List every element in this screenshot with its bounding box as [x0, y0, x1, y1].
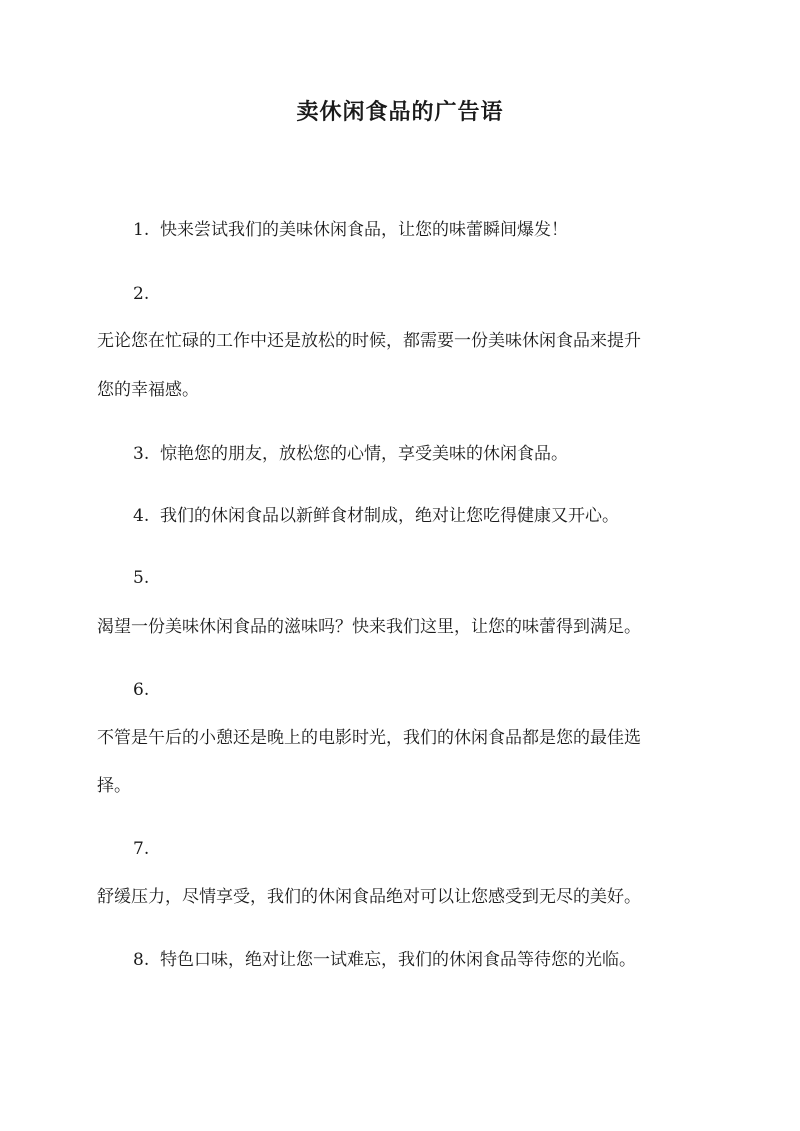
- item-text: 我们的休闲食品以新鲜食材制成，绝对让您吃得健康又开心。: [160, 506, 620, 526]
- item-number: 4.: [133, 506, 150, 526]
- item-number: 3.: [133, 444, 150, 464]
- item-text: 特色口味，绝对让您一试难忘，我们的休闲食品等待您的光临。: [160, 950, 637, 970]
- document-title: 卖休闲食品的广告语: [296, 99, 504, 125]
- item-text: 惊艳您的朋友，放松您的心情，享受美味的休闲食品。: [160, 444, 569, 464]
- list-item-6-line1: 不管是午后的小憩还是晚上的电影时光，我们的休闲食品都是您的最佳选: [97, 728, 641, 748]
- list-item-3: [133, 441, 568, 467]
- list-item-5-number: 5.: [133, 568, 150, 588]
- list-item-2-line1: 无论您在忙碌的工作中还是放松的时候，都需要一份美味休闲食品来提升: [97, 331, 641, 351]
- list-item-7-number: 7.: [133, 839, 150, 859]
- list-item-2-number: 2.: [133, 284, 150, 304]
- list-item-2-line2: 您的幸福感。: [97, 380, 199, 400]
- list-item-8: [133, 947, 636, 973]
- list-item-6-line2: 择。: [97, 776, 131, 796]
- list-item-7-text: 舒缓压力，尽情享受，我们的休闲食品绝对可以让您感受到无尽的美好。: [97, 887, 641, 907]
- item-number: 8.: [133, 950, 150, 970]
- list-item-4: [133, 503, 619, 529]
- list-item-1: [133, 217, 568, 243]
- list-item-6-number: 6.: [133, 680, 150, 700]
- list-item-5-text: 渴望一份美味休闲食品的滋味吗？快来我们这里，让您的味蕾得到满足。: [97, 617, 641, 637]
- item-number: 1.: [133, 220, 150, 240]
- item-text: 快来尝试我们的美味休闲食品，让您的味蕾瞬间爆发！: [160, 220, 569, 240]
